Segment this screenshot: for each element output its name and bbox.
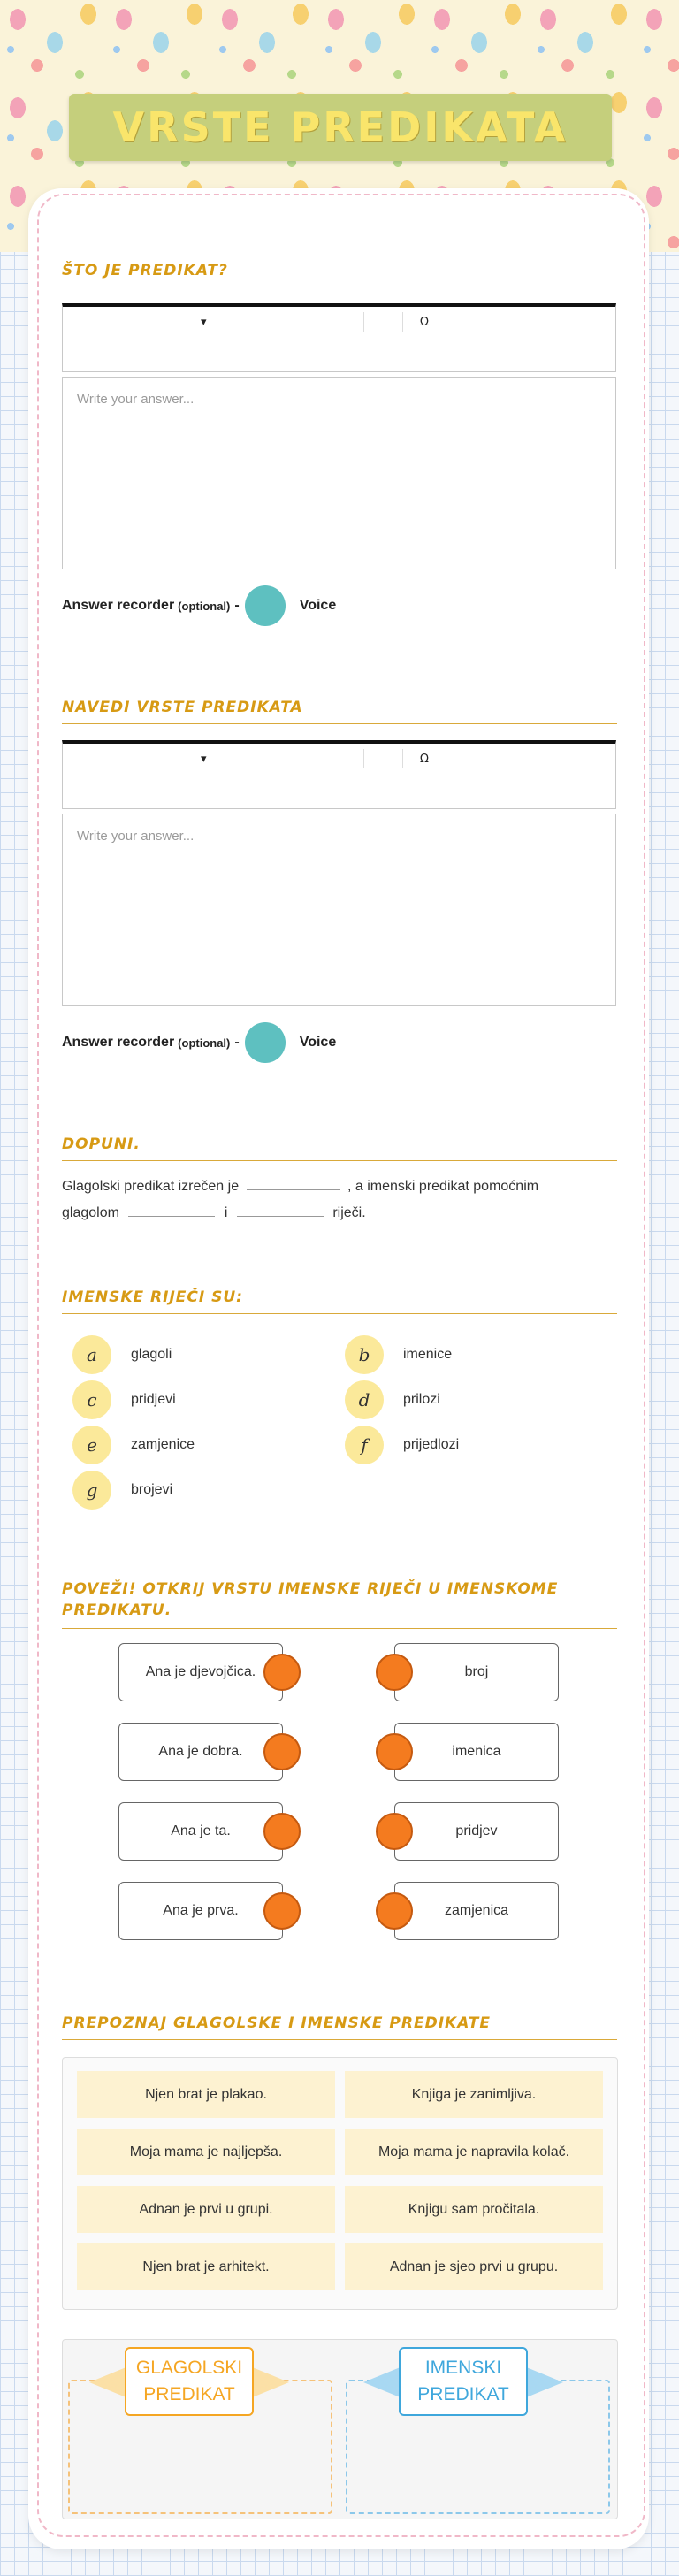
fill-text: riječi. [332,1205,366,1220]
record-button[interactable] [245,1022,286,1063]
toolbar-divider [363,312,364,332]
answer-recorder [62,585,336,626]
draggable-item[interactable]: Moja mama je najljepša. [77,2129,335,2175]
text-editor-toolbar[interactable] [62,740,616,809]
blank-input[interactable] [128,1202,215,1217]
category-label-nominal [363,2340,563,2419]
special-characters-icon[interactable]: Ω [420,316,429,329]
draggable-item[interactable]: Moja mama je napravila kolač. [345,2129,603,2175]
match-left-item[interactable]: Ana je ta. [118,1802,283,1861]
section-title-noun-words: IMENSKE RIJEČI SU: [62,1288,617,1314]
toolbar-divider [363,749,364,768]
special-characters-icon[interactable]: Ω [420,753,429,766]
sort-items-panel [62,2057,618,2310]
connector-dot[interactable] [263,1892,301,1930]
recorder-label: Answer recorder [62,1035,175,1050]
connector-dot[interactable] [263,1733,301,1770]
connector-dot[interactable] [376,1654,413,1691]
choice-option[interactable] [345,1426,459,1464]
section-title-recognize: PREPOZNAJ GLAGOLSKE I IMENSKE PREDIKATE [62,2014,617,2040]
fill-text: , a imenski predikat pomoćnim [347,1179,539,1194]
category-label-text: IMENSKI PREDIKAT [399,2347,528,2416]
option-letter: e [72,1426,111,1464]
record-button[interactable] [245,585,286,626]
option-text: brojevi [131,1482,173,1497]
ribbon-tail [89,2366,128,2398]
choice-option[interactable] [345,1380,440,1419]
toolbar-divider [402,312,403,332]
fill-text: Glagolski predikat izrečen je [62,1179,240,1194]
connector-dot[interactable] [376,1733,413,1770]
draggable-item[interactable]: Knjigu sam pročitala. [345,2186,603,2233]
match-left-item[interactable]: Ana je prva. [118,1882,283,1940]
choice-option[interactable] [72,1380,176,1419]
format-dropdown[interactable]: ▾ [201,316,207,329]
option-letter: a [72,1335,111,1374]
draggable-item[interactable]: Adnan je prvi u grupi. [77,2186,335,2233]
choice-option[interactable] [72,1426,195,1464]
option-letter: f [345,1426,384,1464]
match-left-item[interactable]: Ana je dobra. [118,1723,283,1781]
choice-option[interactable] [72,1335,172,1374]
section-title-fill-in: DOPUNI. [62,1135,617,1161]
format-dropdown[interactable]: ▾ [201,753,207,766]
option-letter: d [345,1380,384,1419]
connector-dot[interactable] [263,1813,301,1850]
connector-dot[interactable] [263,1654,301,1691]
match-right-item[interactable]: pridjev [394,1802,559,1861]
title-band [69,94,612,161]
option-text: prijedlozi [403,1437,460,1452]
blank-input[interactable] [237,1202,324,1217]
page-title: VRSTE PREDIKATA [112,103,568,151]
voice-label: Voice [299,1035,337,1050]
text-editor-toolbar[interactable] [62,303,616,372]
toolbar-divider [402,749,403,768]
ribbon-tail [250,2366,289,2398]
option-text: prilozi [403,1392,440,1407]
section-title-what-is-predicate: ŠTO JE PREDIKAT? [62,262,617,287]
option-text: imenice [403,1347,453,1362]
option-letter: g [72,1471,111,1510]
recorder-dash: - [234,598,240,613]
answer-recorder [62,1022,336,1063]
match-right-item[interactable]: zamjenica [394,1882,559,1940]
recorder-optional: (optional) [178,1036,231,1050]
choice-option[interactable] [72,1471,172,1510]
section-title-connect: POVEŽI! OTKRIJ VRSTU IMENSKE RIJEČI U IMENSKOME PREDIKATU. [62,1578,617,1629]
choice-option[interactable] [345,1335,452,1374]
ribbon-tail [363,2366,402,2398]
option-letter: c [72,1380,111,1419]
fill-text: glagolom [62,1205,119,1220]
section-title-list-predicates: NAVEDI VRSTE PREDIKATA [62,699,617,724]
match-right-item[interactable]: broj [394,1643,559,1701]
recorder-optional: (optional) [178,599,231,613]
draggable-item[interactable]: Njen brat je arhitekt. [77,2243,335,2290]
recorder-label: Answer recorder [62,598,175,613]
draggable-item[interactable]: Njen brat je plakao. [77,2071,335,2118]
draggable-item[interactable]: Knjiga je zanimljiva. [345,2071,603,2118]
drop-zones-panel [62,2339,618,2519]
voice-label: Voice [299,598,337,613]
category-label-text: GLAGOLSKI PREDIKAT [125,2347,254,2416]
option-text: glagoli [131,1347,172,1362]
ribbon-tail [524,2366,563,2398]
option-text: pridjevi [131,1392,176,1407]
match-right-item[interactable]: imenica [394,1723,559,1781]
connector-dot[interactable] [376,1813,413,1850]
fill-text: i [224,1205,228,1220]
option-text: zamjenice [131,1437,195,1452]
fill-in-text [62,1173,617,1227]
category-label-verbal [89,2340,289,2419]
draggable-item[interactable]: Adnan je sjeo prvi u grupu. [345,2243,603,2290]
answer-textarea[interactable]: Write your answer... [62,814,616,1006]
match-left-item[interactable]: Ana je djevojčica. [118,1643,283,1701]
blank-input[interactable] [247,1175,340,1190]
answer-textarea[interactable]: Write your answer... [62,377,616,569]
connector-dot[interactable] [376,1892,413,1930]
recorder-dash: - [234,1035,240,1050]
option-letter: b [345,1335,384,1374]
